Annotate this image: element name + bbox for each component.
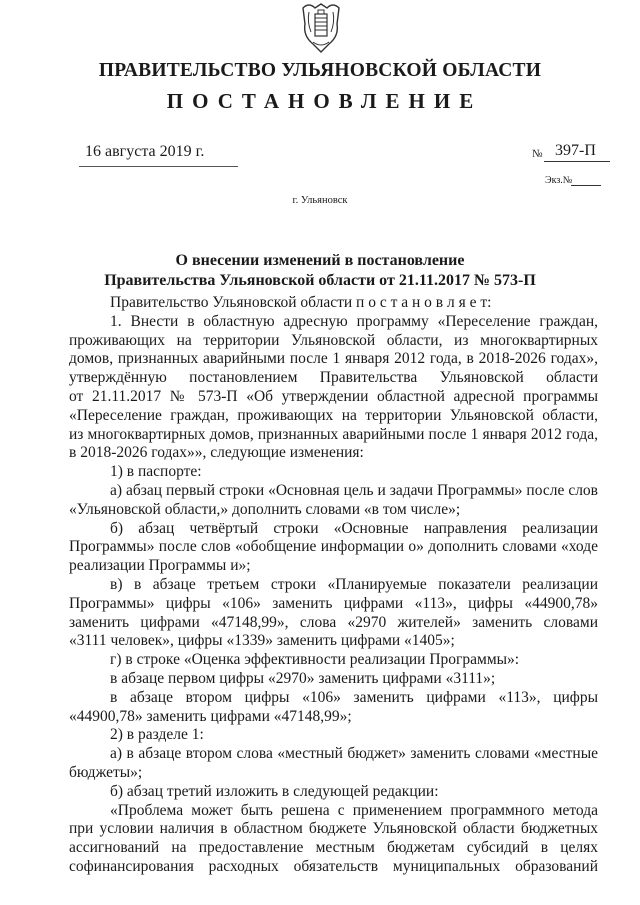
- body-line: утверждённую постановлением Правительства Ульяновской области: [69, 369, 598, 387]
- body-line: при условии наличия в областном бюджете Ульяновской области бюджетных: [69, 820, 598, 838]
- body-line: в 2018-2026 годах»», следующие изменения:: [69, 444, 364, 462]
- body-line: Программы» цифры «106» заменить цифрами «113», цифры «44900,78»: [69, 594, 598, 612]
- body-line: в) в абзаце третьем строки «Планируемые показатели реализации: [110, 575, 598, 593]
- body-line: бюджеты»;: [69, 763, 143, 781]
- organization-name: ПРАВИТЕЛЬСТВО УЛЬЯНОВСКОЙ ОБЛАСТИ: [98, 60, 542, 81]
- document-date: 16 августа 2019 г.: [85, 143, 205, 160]
- body-line: реализации Программы и»;: [69, 557, 251, 575]
- body-line: софинансирования расходных обязательств муниципальных образований: [69, 857, 598, 875]
- title-line: Правительства Ульяновской области от 21.11.2017 № 573-П: [104, 272, 536, 289]
- date-underline: [79, 166, 238, 167]
- body-line: Правительство Ульяновской области п о с т а н о в л я е т:: [110, 294, 492, 311]
- body-line: а) в абзаце втором слова «местный бюджет» заменить словами «местные: [110, 745, 598, 763]
- document-type: ПОСТАНОВЛЕНИЕ: [166, 89, 483, 113]
- body-line: «3111 человек», цифры «1339» заменить цифрами «1405»;: [69, 632, 455, 650]
- body-line: г) в строке «Оценка эффективности реализации Программы»:: [110, 651, 520, 669]
- body-line: в абзаце втором цифры «106» заменить цифрами «113», цифры: [110, 688, 598, 706]
- body-line: из многоквартирных домов, признанных аварийными после 1 января 2012 года,: [69, 425, 598, 443]
- body-line: 1. Внести в областную адресную программу «Переселение граждан,: [110, 312, 598, 330]
- body-line: Программы» после слов «обобщение информации о» дополнить словами «ходе: [69, 538, 598, 556]
- body-line: в абзаце первом цифры «2970» заменить цифрами «3111»;: [110, 669, 496, 687]
- document-body: [69, 294, 598, 877]
- city: г. Ульяновск: [292, 195, 348, 206]
- body-line: ассигнований на предоставление местным бюджетам субсидий в целях: [69, 839, 598, 857]
- body-line: заменить цифрами «47148,99», слова «2970 жителей» заменить словами: [69, 613, 598, 631]
- copy-number-underline: [571, 185, 601, 186]
- body-line: а) абзац первый строки «Основная цель и задачи Программы» после слов: [110, 481, 598, 499]
- body-line: «Проблема может быть решена с применением программного метода: [110, 801, 598, 819]
- body-line: проживающих на территории Ульяновской области, из многоквартирных: [69, 331, 598, 349]
- body-line: б) абзац третий изложить в следующей редакции:: [110, 782, 439, 800]
- number-underline: [544, 161, 610, 162]
- body-line: «44900,78» заменить цифрами «47148,99»;: [69, 707, 352, 725]
- body-line: от 21.11.2017 № 573-П «Об утверждении областной адресной программы: [69, 387, 598, 405]
- document-number: 397-П: [555, 142, 596, 159]
- body-line: 2) в разделе 1:: [110, 726, 204, 744]
- copy-number-label: Экз.№: [545, 175, 573, 186]
- number-label: №: [532, 148, 543, 160]
- body-line: домов, признанных аварийными после 1 января 2012 года, в 2018-2026 годах»,: [69, 350, 598, 368]
- coat-of-arms-icon: [299, 2, 343, 54]
- document-title: [0, 251, 640, 291]
- body-line: «Переселение граждан, проживающих на территории Ульяновской области,: [69, 406, 598, 424]
- title-line: О внесении изменений в постановление: [175, 252, 465, 269]
- body-line: «Ульяновской области,» дополнить словами «в том числе»;: [69, 500, 461, 518]
- body-line: б) абзац четвёртый строки «Основные направления реализации: [110, 519, 598, 537]
- body-line: 1) в паспорте:: [110, 463, 202, 481]
